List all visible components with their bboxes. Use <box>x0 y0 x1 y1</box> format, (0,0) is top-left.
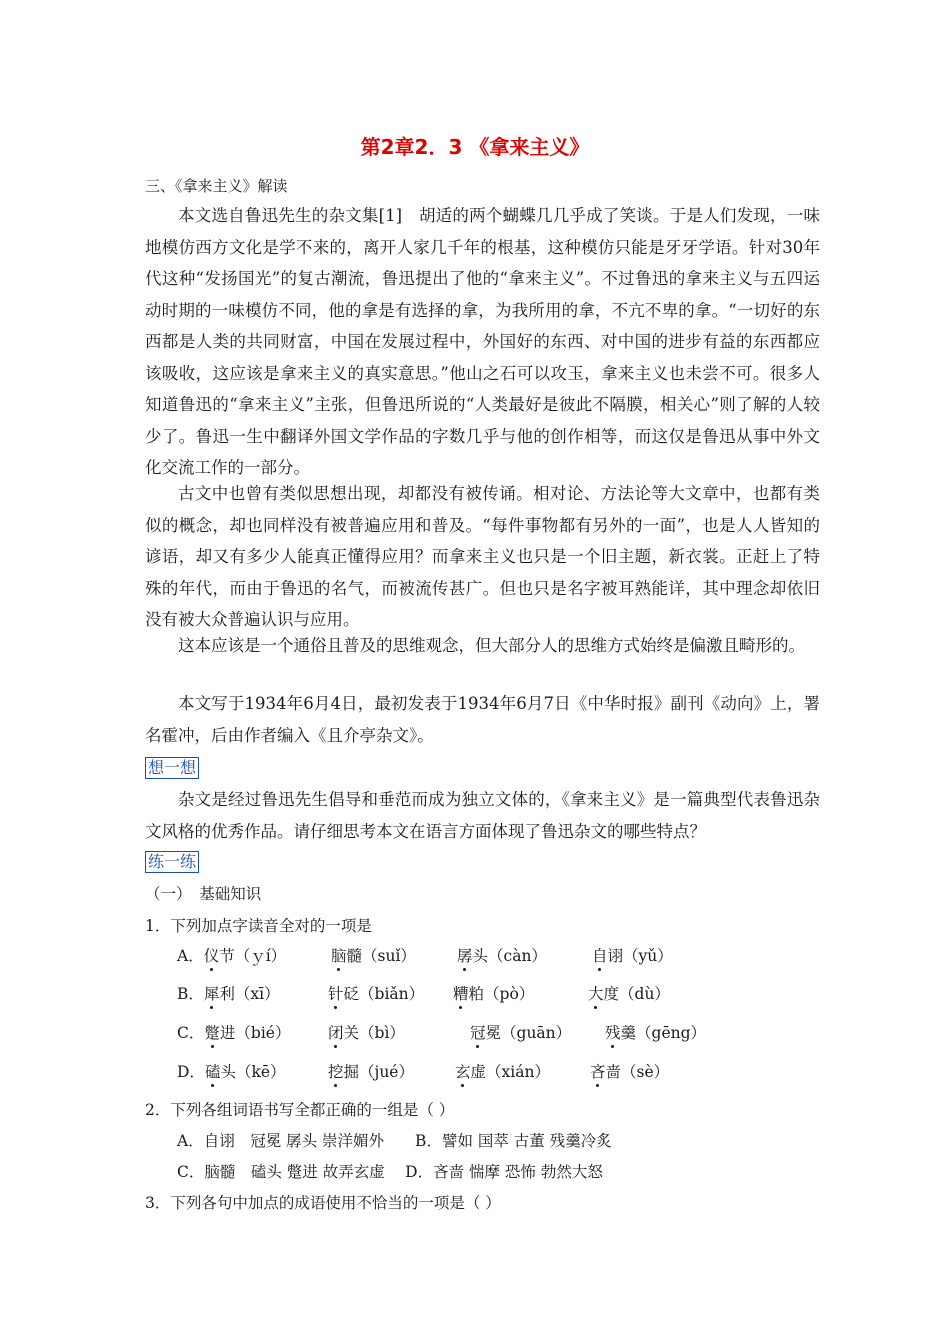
option-item: D．磕头（kē） <box>177 1063 286 1081</box>
option-item: 玄虚（xián） <box>455 1063 550 1081</box>
emphasis-dot-char: 残 <box>605 1024 621 1042</box>
emphasis-dot-char: 玄 <box>455 1063 471 1081</box>
emphasis-dot-char: 犀 <box>203 985 220 1003</box>
page-title: 第2章2．3 《拿来主义》 <box>360 135 590 159</box>
option-item: 冠冕（guān） <box>470 1024 572 1042</box>
paragraph-3: 这本应该是一个通俗且普及的思维观念，但大部分人的思维方式始终是偏激且畸形的。 <box>178 636 805 655</box>
emphasis-dot-char: 孱 <box>457 947 473 965</box>
option-item: 糟粕（pò） <box>453 985 535 1003</box>
emphasis-dot-char: 吝 <box>590 1063 606 1081</box>
emphasis-dot-char: 蹩 <box>204 1024 220 1042</box>
option-item: 闭关（bì） <box>328 1024 405 1042</box>
basic-knowledge-heading: （一） 基础知识 <box>145 885 262 903</box>
emphasis-dot-char: 仪 <box>203 947 220 965</box>
emphasis-dot-char: 磕 <box>204 1063 221 1081</box>
practice-label[interactable]: 练一练 <box>145 851 199 873</box>
option-item: 自诩（yǔ） <box>592 947 673 965</box>
option-item: 吝啬（sè） <box>590 1063 670 1081</box>
section-heading: 三、《拿来主义》解读 <box>145 177 288 195</box>
question-2: 2．下列各组词语书写全都正确的一组是（ ） <box>145 1101 455 1119</box>
option-item: 脑髓（suǐ） <box>331 947 416 965</box>
paragraph-4: 本文写于1934年6月4日，最初发表于1934年6月7日《中华时报》副刊《动向》上，署名霍冲，后由作者编入《且介亭杂文》。 <box>145 694 820 745</box>
option-item: B．犀利（xī） <box>177 985 280 1003</box>
emphasis-dot-char: 闭 <box>328 1024 344 1042</box>
option-item: 挖掘（jué） <box>328 1063 414 1081</box>
option-item: 孱头（càn） <box>457 947 547 965</box>
emphasis-dot-char: 大 <box>588 985 604 1003</box>
paragraph-2: 古文中也曾有类似思想出现，却都没有被传诵。相对论、方法论等大文章中，也都有类似的概念，却也同样没有被普遍应用和普及。“每件事物都有另外的一面”，也是人人皆知的谚语，却又有多少人能真正懂得应用？而拿来主义也只是一个旧主题，新衣裳。正赶上了特殊的年代，而由于鲁迅的名气，而被流传甚广。但也只是名字被耳熟能详，其中理念却依旧没有被大众普遍认识与应用。 <box>145 484 820 629</box>
think-text: 杂文是经过鲁迅先生倡导和垂范而成为独立文体的，《拿来主义》是一篇典型代表鲁迅杂文风格的优秀作品。请仔细思考本文在语言方面体现了鲁迅杂文的哪些特点？ <box>145 790 820 841</box>
question-1: 1．下列加点字读音全对的一项是 <box>145 917 372 935</box>
option-item: A．仪节（ｙí） <box>177 947 287 965</box>
option-item: C．蹩进（bié） <box>177 1024 291 1042</box>
option-item: 针砭（biǎn） <box>328 985 425 1003</box>
emphasis-dot-char: 糟 <box>453 985 469 1003</box>
emphasis-dot-char: 冠 <box>470 1024 486 1042</box>
think-label[interactable]: 想一想 <box>145 757 199 779</box>
option-item: 残羹（gēng） <box>605 1024 707 1042</box>
option-item: 大度（dù） <box>588 985 670 1003</box>
question-2-options-row-1: A．自诩 冠冕 孱头 崇洋媚外 B．譬如 国萃 古董 残羹冷炙 <box>177 1132 612 1150</box>
emphasis-dot-char: 自 <box>592 947 608 965</box>
question-2-options-row-2: C．脑髓 磕头 蹩进 故弄玄虚 D．吝啬 惴摩 恐怖 勃然大怒 <box>177 1163 603 1181</box>
question-3: 3．下列各句中加点的成语使用不恰当的一项是（ ） <box>145 1194 501 1212</box>
emphasis-dot-char: 针 <box>328 985 344 1003</box>
emphasis-dot-char: 脑 <box>331 947 347 965</box>
paragraph-1: 本文选自鲁迅先生的杂文集[1] 胡适的两个蝴蝶几几乎成了笑谈。于是人们发现，一味地模仿西方文化是学不来的，离开人家几千年的根基，这种模仿只能是牙牙学语。针对30年代这种“发扬国光”的复古潮流，鲁迅提出了他的“拿来主义”。不过鲁迅的拿来主义与五四运动时期的一味模仿不同，他的拿是有选择的拿，为我所用的拿，不亢不卑的拿。“一切好的东西都是人类的共同财富，中国在发展过程中，外国好的东西、对中国的进步有益的东西都应该吸收，这应该是拿来主义的真实意思。”他山之石可以攻玉，拿来主义也未尝不可。很多人知道鲁迅的“拿来主义”主张，但鲁迅所说的“人类最好是彼此不隔膜，相关心”则了解的人较少了。鲁迅一生中翻译外国文学作品的字数几乎与他的创作相等，而这仅是鲁迅从事中外文化交流工作的一部分。 <box>145 206 820 477</box>
emphasis-dot-char: 挖 <box>328 1063 344 1081</box>
